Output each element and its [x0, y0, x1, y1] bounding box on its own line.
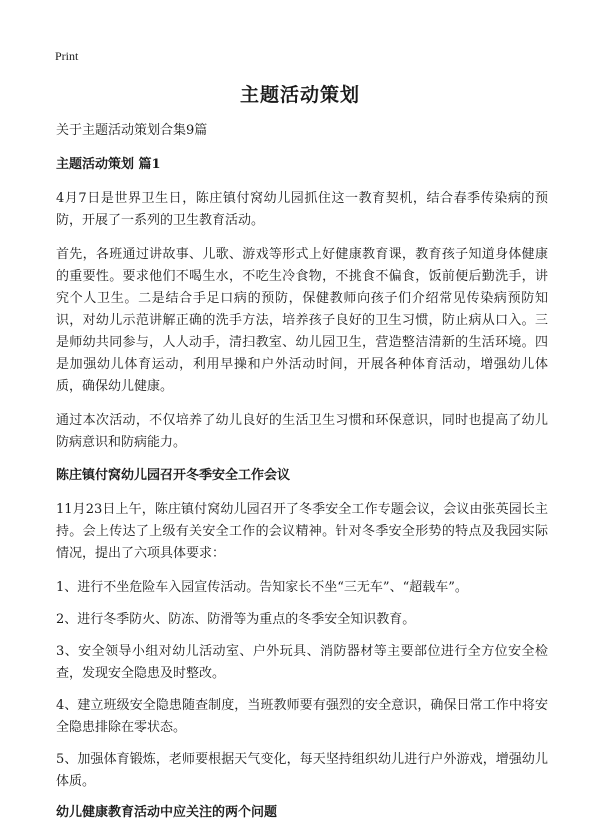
section-heading: 陈庄镇付窝幼儿园召开冬季安全工作会议: [56, 468, 291, 483]
document-body: [56, 121, 548, 836]
print-link[interactable]: Print: [55, 49, 79, 63]
paragraph: 通过本次活动，不仅培养了幼儿良好的生活卫生习惯和环保意识，同时也提高了幼儿防病意识和防病能力。: [56, 413, 548, 450]
list-item: 5、加强体育锻炼，老师要根据天气变化，每天坚持组织幼儿进行户外游戏，增强幼儿体质。: [56, 752, 548, 789]
paragraph: 首先，各班通过讲故事、儿歌、游戏等形式上好健康教育课，教育孩子知道身体健康的重要性。要求他们不喝生水，不吃生冷食物，不挑食不偏食，饭前便后勤洗手，讲究个人卫生。二是结合手足口病的预防，保健教师向孩子们介绍常见传染病预防知识，对幼儿示范讲解正确的洗手方法，培养孩子良好的卫生习惯，防止病从口入。三是师幼共同参与，人人动手，清扫教室、幼儿园卫生，营造整洁清新的生活环境。四是加强幼儿体育运动，利用早操和户外活动时间，开展各种体育活动，增强幼儿体质，确保幼儿健康。: [56, 247, 548, 394]
section-heading: 主题活动策划 篇1: [56, 157, 161, 172]
page-title: 主题活动策划: [239, 84, 360, 106]
section-heading: 幼儿健康教育活动中应关注的两个问题: [56, 805, 278, 820]
list-item: 2、进行冬季防火、防冻、防滑等为重点的冬季安全知识教育。: [56, 612, 416, 627]
paragraph: 11月23日上午，陈庄镇付窝幼儿园召开了冬季安全工作专题会议，会议由张英园长主持。会上传达了上级有关安全工作的会议精神。针对冬季安全形势的特点及我园实际情况，提出了六项具体要求：: [56, 502, 548, 561]
document-subtitle: 关于主题活动策划合集9篇: [56, 123, 208, 138]
paragraph: 4月7日是世界卫生日，陈庄镇付窝幼儿园抓住这一教育契机，结合春季传染病的预防，开展了一系列的卫生教育活动。: [56, 191, 548, 228]
list-item: 1、进行不坐危险车入园宣传活动。告知家长不坐“三无车”、“超载车”。: [56, 580, 468, 595]
list-item: 3、安全领导小组对幼儿活动室、户外玩具、消防器材等主要部位进行全方位安全检查，发现安全隐患及时整改。: [56, 644, 548, 681]
list-item: 4、建立班级安全隐患随查制度，当班教师要有强烈的安全意识，确保日常工作中将安全隐患排除在零状态。: [56, 698, 548, 735]
